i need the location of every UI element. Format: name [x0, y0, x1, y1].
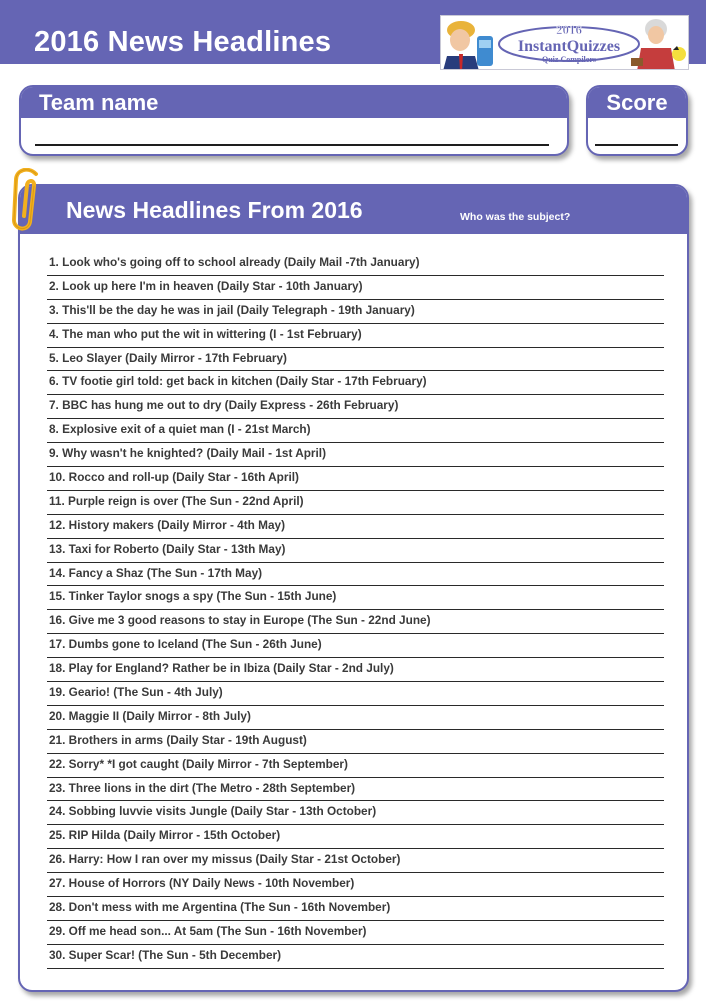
- question-row: 11. Purple reign is over (The Sun - 22nd April): [47, 491, 664, 515]
- question-row: 19. Geario! (The Sun - 4th July): [47, 682, 664, 706]
- score-label: Score: [588, 87, 686, 118]
- score-field[interactable]: [595, 144, 678, 146]
- question-row: 17. Dumbs gone to Iceland (The Sun - 26th June): [47, 634, 664, 658]
- question-row: 16. Give me 3 good reasons to stay in Europe (The Sun - 22nd June): [47, 610, 664, 634]
- question-row: 3. This'll be the day he was in jail (Daily Telegraph - 19th January): [47, 300, 664, 324]
- question-row: 10. Rocco and roll-up (Daily Star - 16th April): [47, 467, 664, 491]
- question-row: 6. TV footie girl told: get back in kitchen (Daily Star - 17th February): [47, 371, 664, 395]
- question-row: 21. Brothers in arms (Daily Star - 19th August): [47, 730, 664, 754]
- question-row: 30. Super Scar! (The Sun - 5th December): [47, 945, 664, 969]
- question-row: 23. Three lions in the dirt (The Metro - 28th September): [47, 778, 664, 802]
- paperclip-icon: [8, 168, 48, 234]
- question-row: 29. Off me head son... At 5am (The Sun - 16th November): [47, 921, 664, 945]
- section-subtitle: Who was the subject?: [460, 211, 571, 223]
- score-card: [586, 85, 688, 156]
- question-row: 26. Harry: How I ran over my missus (Daily Star - 21st October): [47, 849, 664, 873]
- section-title: News Headlines From 2016: [66, 197, 363, 223]
- page-title: 2016 News Headlines: [34, 26, 332, 58]
- question-row: 18. Play for England? Rather be in Ibiza (Daily Star - 2nd July): [47, 658, 664, 682]
- logo-year: 2016: [556, 22, 582, 37]
- questions-card: [18, 184, 689, 992]
- question-row: 4. The man who put the wit in wittering (I - 1st February): [47, 324, 664, 348]
- questions-card-header: [20, 186, 687, 234]
- team-name-field[interactable]: [35, 144, 549, 146]
- team-name-label: Team name: [21, 87, 567, 118]
- question-row: 28. Don't mess with me Argentina (The Sun - 16th November): [47, 897, 664, 921]
- question-row: 13. Taxi for Roberto (Daily Star - 13th May): [47, 539, 664, 563]
- question-row: 12. History makers (Daily Mirror - 4th May): [47, 515, 664, 539]
- question-row: 7. BBC has hung me out to dry (Daily Express - 26th February): [47, 395, 664, 419]
- question-row: 20. Maggie II (Daily Mirror - 8th July): [47, 706, 664, 730]
- logo-tagline: Quiz Compilers: [542, 55, 596, 64]
- question-list: [47, 252, 664, 969]
- question-row: 24. Sobbing luvvie visits Jungle (Daily Star - 13th October): [47, 801, 664, 825]
- question-row: 25. RIP Hilda (Daily Mirror - 15th October): [47, 825, 664, 849]
- question-row: 8. Explosive exit of a quiet man (I - 21st March): [47, 419, 664, 443]
- question-row: 14. Fancy a Shaz (The Sun - 17th May): [47, 563, 664, 587]
- question-row: 15. Tinker Taylor snogs a spy (The Sun - 15th June): [47, 586, 664, 610]
- question-row: 22. Sorry* *I got caught (Daily Mirror - 7th September): [47, 754, 664, 778]
- logo-graphic: [441, 16, 689, 70]
- logo-brand: InstantQuizzes: [517, 38, 621, 55]
- question-row: 9. Why wasn't he knighted? (Daily Mail - 1st April): [47, 443, 664, 467]
- question-row: 1. Look who's going off to school already (Daily Mail -7th January): [47, 252, 664, 276]
- question-row: 5. Leo Slayer (Daily Mirror - 17th February): [47, 348, 664, 372]
- question-row: 2. Look up here I'm in heaven (Daily Star - 10th January): [47, 276, 664, 300]
- question-row: 27. House of Horrors (NY Daily News - 10th November): [47, 873, 664, 897]
- logo: [440, 15, 689, 70]
- team-name-card: [19, 85, 569, 156]
